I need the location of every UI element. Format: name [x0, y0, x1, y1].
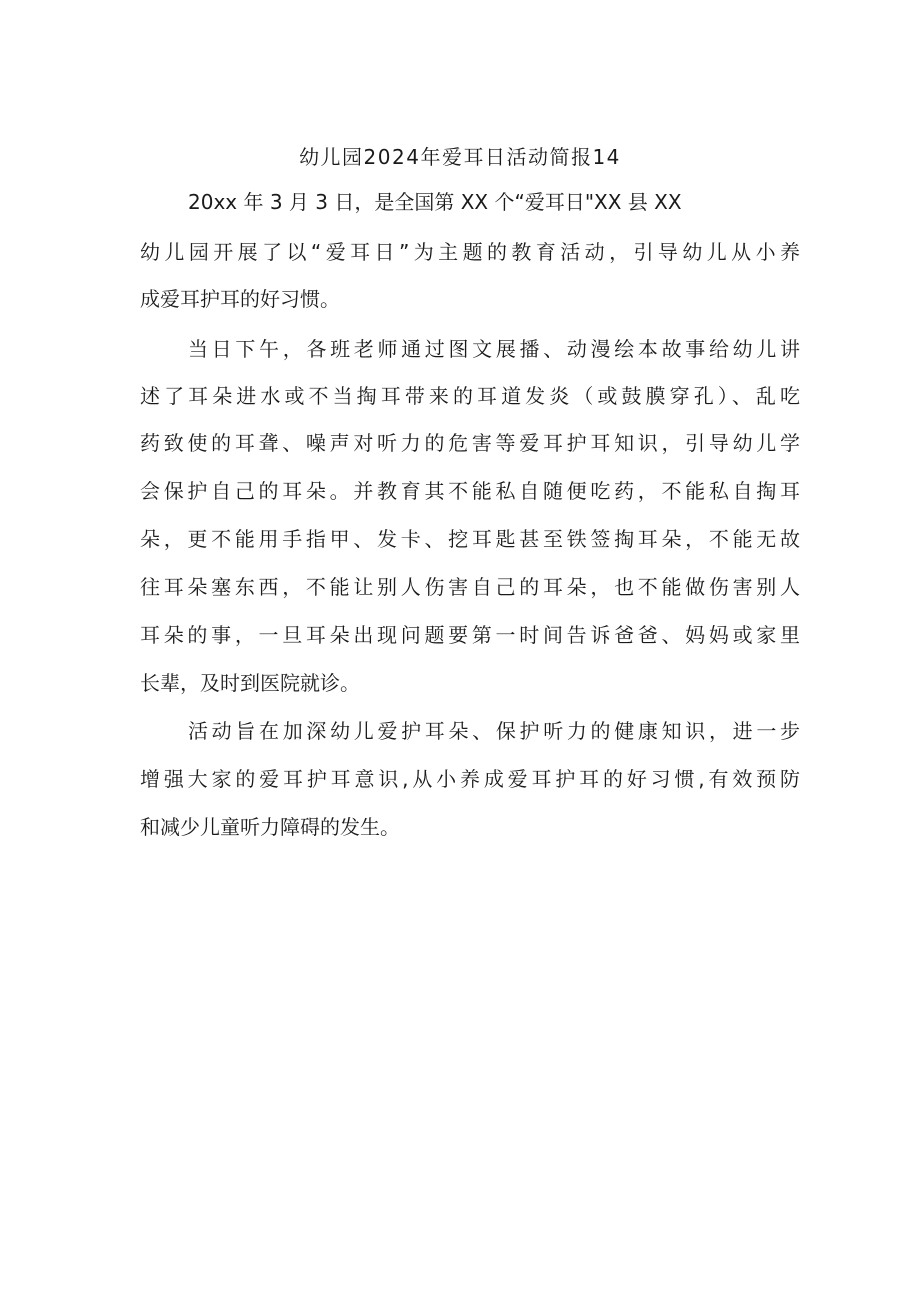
paragraph-2-line-8: 长辈，及时到医院就诊。	[140, 671, 360, 695]
paragraph-2-line-3: 药致使的耳聋、噪声对听力的危害等爱耳护耳知识，引导幼儿学	[140, 431, 800, 455]
paragraph-3-line-3: 和减少儿童听力障碍的发生。	[140, 815, 400, 839]
paragraph-2-line-7: 耳朵的事，一旦耳朵出现问题要第一时间告诉爸爸、妈妈或家里	[140, 623, 800, 647]
paragraph-1-line-1: 20xx 年 3 月 3 日，是全国第 XX 个“爱耳日"XX 县 XX	[188, 190, 682, 214]
paragraph-2-line-6: 往耳朵塞东西，不能让别人伤害自己的耳朵，也不能做伤害别人	[140, 575, 800, 599]
paragraph-1-line-2: 幼儿园开展了以“爱耳日”为主题的教育活动，引导幼儿从小养	[140, 240, 800, 264]
paragraph-1-line-3: 成爱耳护耳的好习惯。	[140, 287, 340, 311]
paragraph-3-line-1: 活动旨在加深幼儿爱护耳朵、保护听力的健康知识，进一步	[188, 719, 800, 743]
paragraph-2-line-4: 会保护自己的耳朵。并教育其不能私自随便吃药，不能私自掏耳	[140, 479, 800, 503]
document-title: 幼儿园2024年爱耳日活动简报14	[299, 145, 621, 169]
paragraph-3-line-2: 增强大家的爱耳护耳意识,从小养成爱耳护耳的好习惯,有效预防	[140, 767, 800, 791]
paragraph-2-line-2: 述了耳朵进水或不当掏耳带来的耳道发炎（或鼓膜穿孔）、乱吃	[140, 384, 800, 408]
paragraph-2-line-1: 当日下午，各班老师通过图文展播、动漫绘本故事给幼儿讲	[188, 337, 800, 361]
paragraph-2-line-5: 朵，更不能用手指甲、发卡、挖耳匙甚至铁签掏耳朵，不能无故	[140, 527, 800, 551]
